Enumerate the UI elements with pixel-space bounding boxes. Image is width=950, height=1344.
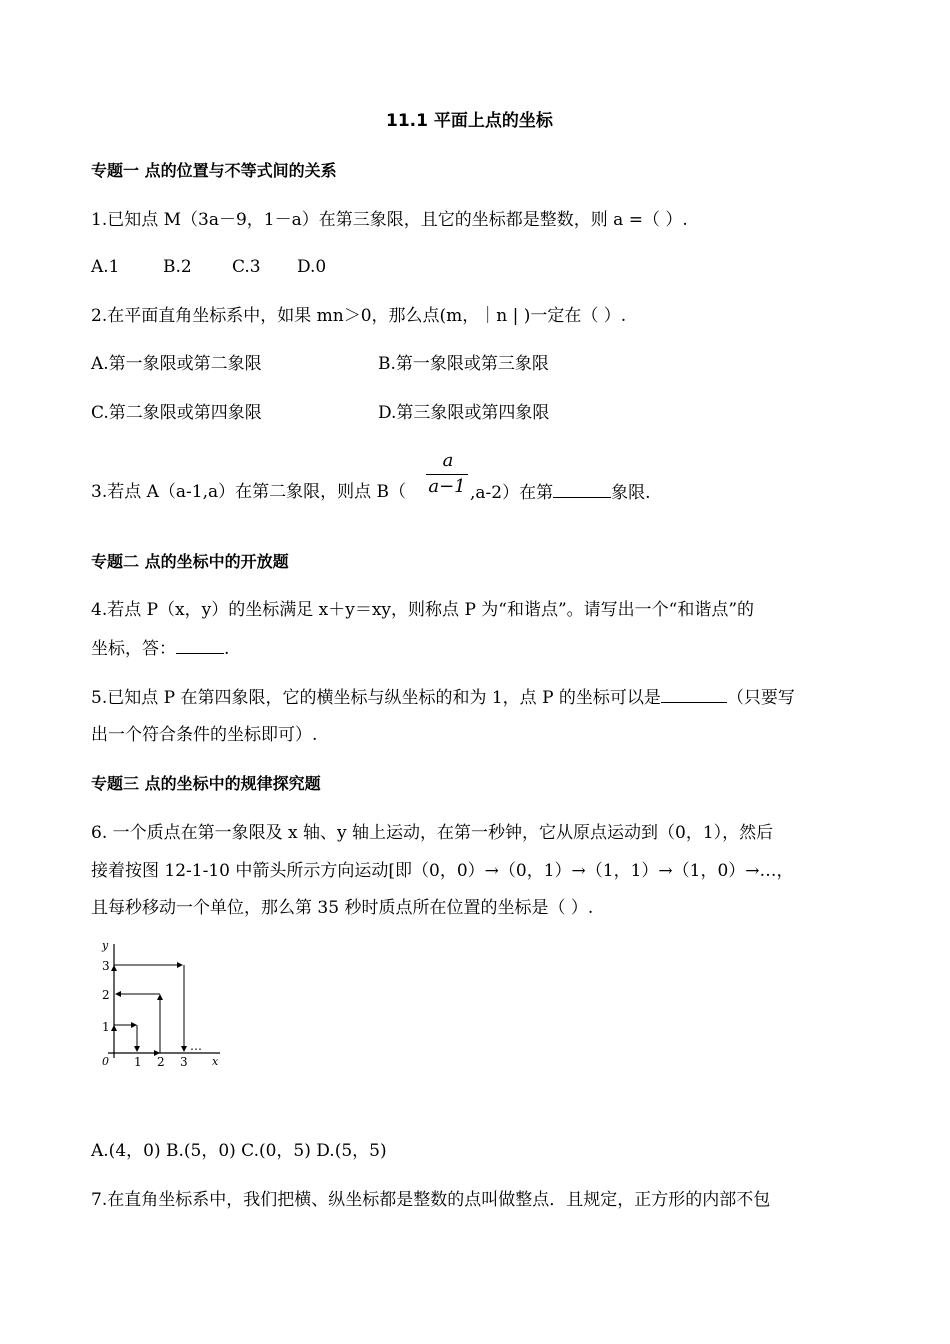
- q1-option-c: C.3: [232, 257, 261, 277]
- x-tick-2: 2: [157, 1055, 165, 1069]
- origin-label: 0: [102, 1055, 109, 1068]
- motion-path: [114, 965, 184, 1053]
- question-4-line-2: [91, 637, 229, 660]
- section-heading-3: 专题三 点的坐标中的规律探究题: [91, 774, 321, 793]
- q2-option-b: B.第一象限或第三象限: [378, 354, 549, 374]
- q5-line1-post: （只要写: [726, 688, 795, 708]
- q4-answer-blank[interactable]: [176, 637, 224, 654]
- question-6-line-1: 6. 一个质点在第一象限及 x 轴、y 轴上运动，在第一秒钟，它从原点运动到（0，1），然后: [91, 823, 774, 843]
- q5-line1-pre: 5.已知点 P 在第四象限，它的横坐标与纵坐标的和为 1，点 P 的坐标可以是: [91, 688, 661, 708]
- section-heading-2: 专题二 点的坐标中的开放题: [91, 552, 289, 571]
- question-6-line-3: 且每秒移动一个单位，那么第 35 秒时质点所在位置的坐标是（ ）.: [91, 898, 594, 918]
- question-6-line-2: 接着按图 12-1-10 中箭头所示方向运动[即（0，0）→（0，1）→（1，1）→（1，0）→…，: [91, 861, 794, 881]
- question-4-line-1: 4.若点 P（x，y）的坐标满足 x＋y＝xy，则称点 P 为“和谐点”。请写出一个“和谐点”的: [91, 600, 755, 620]
- q2-option-a: A.第一象限或第二象限: [91, 354, 262, 374]
- q3-fraction-denominator: a−1: [428, 476, 466, 497]
- question-3-pre: 3.若点 A（a-1,a）在第二象限，则点 B（: [91, 482, 407, 502]
- q1-option-b: B.2: [163, 257, 192, 277]
- x-tick-3: 3: [180, 1055, 188, 1069]
- q1-option-d: D.0: [297, 257, 327, 277]
- q3-end-text: 象限.: [611, 483, 651, 503]
- q2-option-d: D.第三象限或第四象限: [378, 403, 550, 423]
- y-tick-3: 3: [102, 959, 110, 973]
- x-tick-1: 1: [134, 1055, 142, 1069]
- q4-line2-text: 坐标，答：: [91, 639, 176, 659]
- question-7-line-1: 7.在直角坐标系中，我们把横、纵坐标都是整数的点叫做整点．且规定，正方形的内部不包: [91, 1190, 771, 1210]
- question-1: 1.已知点 M（3a－9，1－a）在第三象限，且它的坐标都是整数，则 a =（ ）.: [91, 210, 688, 230]
- q5-answer-blank[interactable]: [661, 686, 727, 703]
- y-tick-1: 1: [102, 1020, 110, 1034]
- page-title: 11.1 平面上点的坐标: [386, 111, 553, 131]
- q1-option-a: A.1: [91, 257, 120, 277]
- q4-end-text: .: [224, 639, 230, 659]
- y-tick-2: 2: [102, 988, 110, 1002]
- question-5-line-1: [91, 686, 795, 709]
- q2-option-c: C.第二象限或第四象限: [91, 403, 262, 423]
- q3-fraction-numerator: a: [442, 450, 454, 471]
- x-axis-label: x: [212, 1055, 219, 1068]
- q6-options: A.(4，0) B.(5，0) C.(0，5) D.(5，5): [91, 1141, 387, 1161]
- question-2: 2.在平面直角坐标系中，如果 mn＞0，那么点(m，｜n | )一定在（ ）.: [91, 306, 627, 326]
- continuation-ellipsis: …: [190, 1039, 202, 1053]
- q6-motion-figure: [98, 938, 228, 1078]
- y-axis-label: y: [102, 939, 109, 952]
- q3-post-text: ,a-2）在第: [470, 483, 554, 503]
- q3-fraction-bar: [426, 474, 468, 475]
- q3-answer-blank[interactable]: [553, 481, 611, 498]
- question-3-post: [470, 481, 651, 504]
- section-heading-1: 专题一 点的位置与不等式间的关系: [91, 161, 337, 180]
- question-5-line-2: 出一个符合条件的坐标即可）.: [91, 725, 318, 745]
